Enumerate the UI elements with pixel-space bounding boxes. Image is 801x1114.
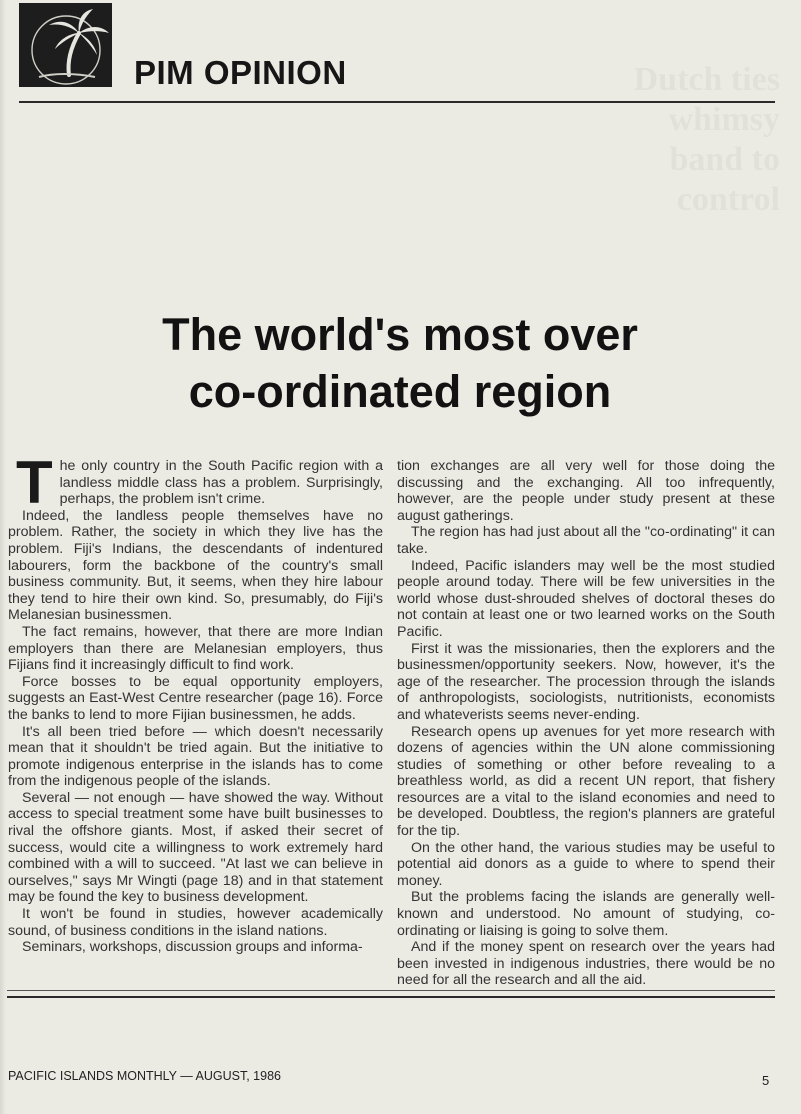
- publication-footer: PACIFIC ISLANDS MONTHLY — AUGUST, 1986: [8, 1069, 281, 1083]
- bottom-rule: [7, 996, 775, 998]
- article-paragraph: Force bosses to be equal opportunity employers, suggests an East-West Centre researcher (page 16). Force the banks to lend to more Fijian businessmen, he adds.: [8, 673, 383, 723]
- section-label: PIM OPINION: [134, 54, 347, 91]
- headline-line-2: co-ordinated region: [188, 366, 612, 417]
- article-paragraph: Indeed, Pacific islanders may well be the most studied people around today. There will be few universities in the world whose dust-shrouded shelves of doctoral theses do not contain at least one or two learned works on the South Pacific.: [397, 557, 775, 640]
- article-paragraph: Indeed, the landless people themselves have no problem. Rather, the society in which they live has the problem. Fiji's Indians, the descendants of indentured labourers, form the backbone of the country's small business community. But, it seems, when they hire labour they tend to hire their own kind. So, presumably, do Fiji's Melanesian businessmen.: [8, 507, 383, 624]
- article-paragraph: But the problems facing the islands are generally well-known and understood. No amount of studying, co-ordinating or liaising is going to solve them.: [397, 889, 775, 939]
- article-paragraph: [8, 449, 383, 516]
- headline: [100, 306, 700, 420]
- article-paragraph: The fact remains, however, that there are more Indian employers than there are Melanesian employers, thus Fijians find it increasingly difficult to find work.: [8, 623, 383, 674]
- show-through-text: [520, 60, 780, 300]
- article-paragraph: Several — not enough — have showed the way. Without access to special treatment some have built businesses to rival the offshore giants. Most, if asked their secret of success, would cite a willingness to work extremely hard combined with a will to succeed. "At last we can believe in ourselves," says Mr Wingti (page 18) and in that statement may be found the key to business development.: [8, 789, 383, 906]
- article-paragraph: It's all been tried before — which doesn't necessarily mean that it shouldn't be tried again. But the initiative to promote indigenous enterprise in the islands has to come from the indigenous people of the islands.: [8, 723, 383, 790]
- article-paragraph: First it was the missionaries, then the explorers and the businessmen/opportunity seekers. Now, however, it's the age of the researcher. The procession through the islands of anthropologists, sociologists, nutritionists, economists and whateverists seems never-ending.: [397, 640, 775, 723]
- page-edge-shadow: [0, 0, 6, 1114]
- article-column-left: [8, 449, 383, 956]
- article-paragraph: Research opens up avenues for yet more research with dozens of agencies within the UN alone commissioning studies of something or other before revealing to a breathless world, as did a recent UN report, that fishery resources are a vital to the island economies and need to be developed. Doubtless, the region's planners are grateful for the tip.: [397, 723, 775, 840]
- drop-cap: T: [16, 449, 53, 516]
- article-paragraph: It won't be found in studies, however academically sound, of business conditions in the island nations.: [8, 906, 383, 939]
- page-number: 5: [762, 1073, 770, 1088]
- article-paragraph: On the other hand, the various studies may be useful to potential aid donors as a guide to where to spend their money.: [397, 839, 775, 889]
- paragraph-text: he only country in the South Pacific region with a landless middle class has a problem. Surprisingly, perhaps, the problem isn't crime.: [59, 458, 383, 508]
- palm-tree-logo-icon: [19, 3, 112, 87]
- article-paragraph: Seminars, workshops, discussion groups and informa-: [22, 939, 363, 956]
- bottom-rule-thin: [7, 990, 775, 991]
- article-paragraph: tion exchanges are all very well for those doing the discussing and the exchanging. All too infrequently, however, are the people under study present at these august gatherings.: [397, 458, 775, 524]
- headline-line-1: The world's most over: [162, 309, 638, 360]
- article-paragraph: The region has had just about all the "co-ordinating" it can take.: [397, 524, 775, 557]
- article-paragraph: And if the money spent on research over the years had been invested in indigenous industries, there would be no need for all the research and all the aid.: [397, 939, 775, 989]
- article-column-right: [397, 458, 775, 989]
